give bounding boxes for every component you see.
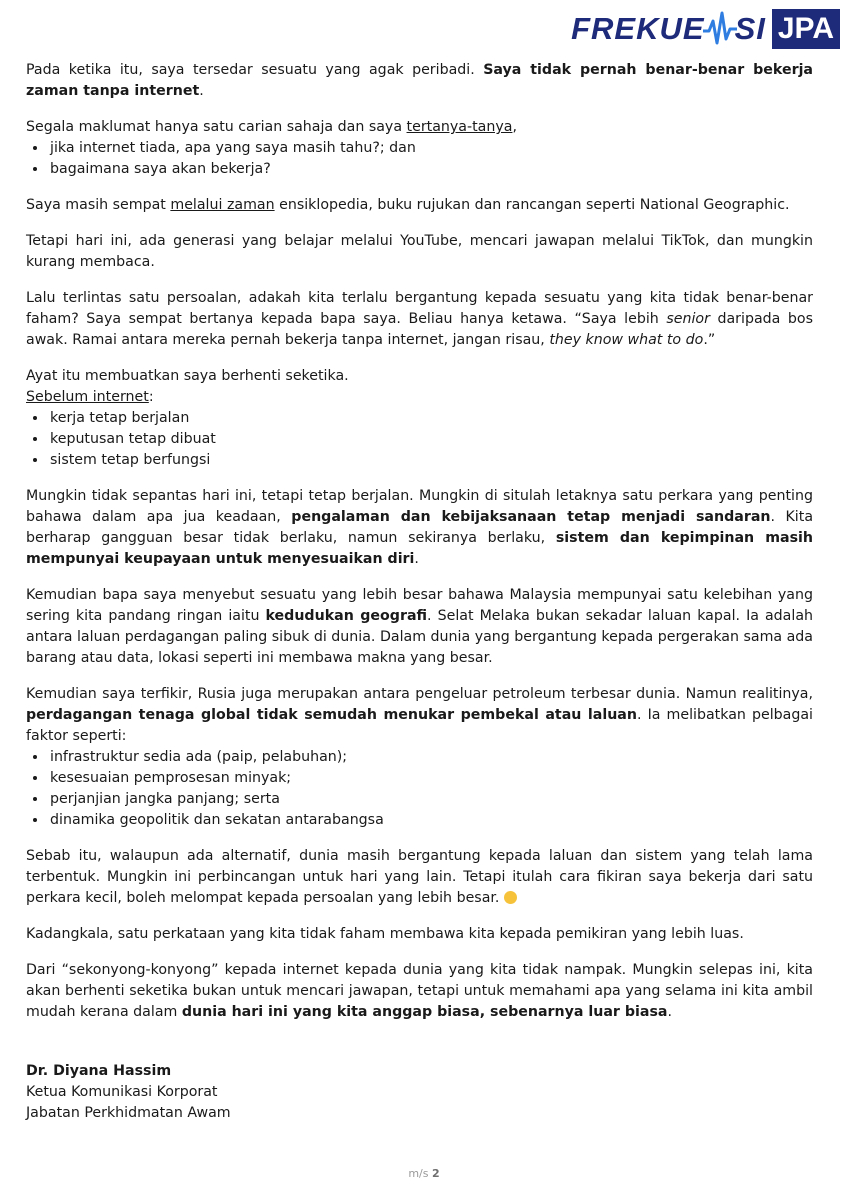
paragraph-6: Ayat itu membuatkan saya berhenti seketika.: [26, 368, 349, 384]
italic-text: they know what to do: [549, 332, 704, 348]
bold-text: perdagangan tenaga global tidak semudah menukar pembekal atau laluan: [26, 707, 637, 723]
text: Kemudian saya terfikir, Rusia juga merupakan antara pengeluar petroleum terbesar dunia. Namun realitinya,: [26, 686, 813, 702]
italic-text: senior: [666, 311, 710, 327]
paragraph-9: [26, 585, 813, 669]
bullet-list-2: [26, 408, 813, 471]
text: Lalu terlintas satu persoalan, adakah kita terlalu bergantung kepada sesuatu yang kita tidak benar-benar faham? Saya sempat bertanya kepada bapa saya. Beliau hanya ketawa. “Saya lebih: [26, 290, 813, 327]
bullet-list-1: [26, 138, 813, 180]
list-item: • perjanjian jangka panjang; serta: [48, 789, 813, 810]
signature-title: Ketua Komunikasi Korporat: [26, 1084, 218, 1100]
signature-org: Jabatan Perkhidmatan Awam: [26, 1105, 231, 1121]
signature-name: Dr. Diyana Hassim: [26, 1063, 172, 1079]
text: Saya masih sempat: [26, 197, 171, 213]
logo-text-right: SI: [734, 11, 766, 46]
bold-text: Saya tidak pernah benar-benar bekerja zaman tanpa internet: [26, 62, 814, 99]
page-label: m/s: [408, 1167, 429, 1180]
paragraph-8: [26, 486, 813, 570]
text: Dari “sekonyong-konyong” kepada internet kepada dunia yang kita tidak nampak. Mungkin selepas ini, kita akan berhenti seketika bukan untuk mencari jawapan, tetapi untuk memahami apa yang selama ini kita ambil mudah kerana dalam: [26, 962, 813, 1020]
bold-text: sistem dan kepimpinan masih mempunyai keupayaan untuk menyesuaikan diri: [26, 530, 814, 567]
text: ,: [512, 119, 517, 135]
paragraph-12: Kadangkala, satu perkataan yang kita tidak faham membawa kita kepada pemikiran yang lebih luas.: [26, 926, 744, 942]
page-footer: [0, 1167, 848, 1180]
frekuensi-jpa-logo: [571, 6, 840, 52]
text: .: [414, 551, 419, 567]
bold-text: pengalaman dan kebijaksanaan tetap menjadi sandaran: [291, 509, 771, 525]
paragraph-13: [26, 960, 813, 1023]
article-body: [26, 60, 813, 1124]
signature-block: [26, 1061, 813, 1124]
bold-text: dunia hari ini yang kita anggap biasa, sebenarnya luar biasa: [181, 1004, 668, 1020]
text: ensiklopedia, buku rujukan dan rancangan seperti National Geographic.: [274, 197, 790, 213]
logo-wave-icon: [703, 9, 737, 49]
list-item: • kerja tetap berjalan: [48, 408, 813, 429]
underlined-text: Sebelum internet: [26, 389, 149, 405]
paragraph-4: Tetapi hari ini, ada generasi yang belajar melalui YouTube, mencari jawapan melalui TikTok, dan mungkin kurang membaca.: [26, 233, 813, 270]
paragraph-10: [26, 684, 813, 747]
text: . Selat Melaka bukan sekadar laluan kapal. Ia adalah antara laluan perdagangan paling sibuk di dunia. Dalam dunia yang bergantung kepada pergerakan sama ada barang atau data, lokasi seperti ini membawa makna yang besar.: [26, 608, 814, 666]
text: .: [199, 83, 204, 99]
list-item: • keputusan tetap dibuat: [48, 429, 813, 450]
text: Kemudian bapa saya menyebut sesuatu yang lebih besar bahawa Malaysia mempunyai satu kelebihan yang sering kita pandang ringan iaitu: [26, 587, 813, 624]
text: :: [148, 389, 154, 405]
text: Sebab itu, walaupun ada alternatif, dunia masih bergantung kepada laluan dan sistem yang telah lama terbentuk. Mungkin ini perbincangan untuk hari yang lain. Tetapi itulah cara fikiran saya bekerja dari satu perkara kecil, boleh melompat kepada persoalan yang lebih besar.: [26, 848, 813, 906]
logo-text-left: FREKUE: [571, 11, 705, 46]
bullet-list-3: [26, 747, 813, 831]
page-number: 2: [432, 1167, 440, 1180]
logo-wordmark: [571, 9, 766, 49]
list-item: • jika internet tiada, apa yang saya masih tahu?; dan: [48, 138, 813, 159]
text: Segala maklumat hanya satu carian sahaja dan saya: [26, 119, 407, 135]
list-item: • infrastruktur sedia ada (paip, pelabuhan);: [48, 747, 813, 768]
text: . Ia melibatkan pelbagai faktor seperti:: [26, 707, 813, 744]
text: .: [667, 1004, 672, 1020]
text: . Kita berharap gangguan besar tidak berlaku, namun sekiranya berlaku,: [26, 509, 814, 546]
paragraph-3: [26, 195, 813, 216]
logo-jpa-box: JPA: [772, 9, 840, 49]
smile-emoji-icon: [504, 891, 517, 904]
text: Pada ketika itu, saya tersedar sesuatu yang agak peribadi.: [26, 62, 484, 78]
underlined-text: tertanya-tanya: [406, 119, 513, 135]
list-item: • dinamika geopolitik dan sekatan antarabangsa: [48, 810, 813, 831]
list-item: • bagaimana saya akan bekerja?: [48, 159, 813, 180]
list-item: • kesesuaian pemprosesan minyak;: [48, 768, 813, 789]
paragraph-7: [26, 387, 813, 408]
paragraph-11: [26, 846, 813, 909]
paragraph-2: [26, 117, 813, 138]
bold-text: kedudukan geografi: [265, 608, 428, 624]
text: Mungkin tidak sepantas hari ini, tetapi tetap berjalan. Mungkin di situlah letaknya satu perkara yang penting bahawa dalam apa jua keadaan,: [26, 488, 813, 525]
paragraph-5: [26, 288, 813, 351]
underlined-text: melalui zaman: [170, 197, 275, 213]
paragraph-1: [26, 60, 813, 102]
list-item: • sistem tetap berfungsi: [48, 450, 813, 471]
text: .”: [703, 332, 716, 348]
text: daripada bos awak. Ramai antara mereka pernah bekerja tanpa internet, jangan risau,: [26, 311, 813, 348]
